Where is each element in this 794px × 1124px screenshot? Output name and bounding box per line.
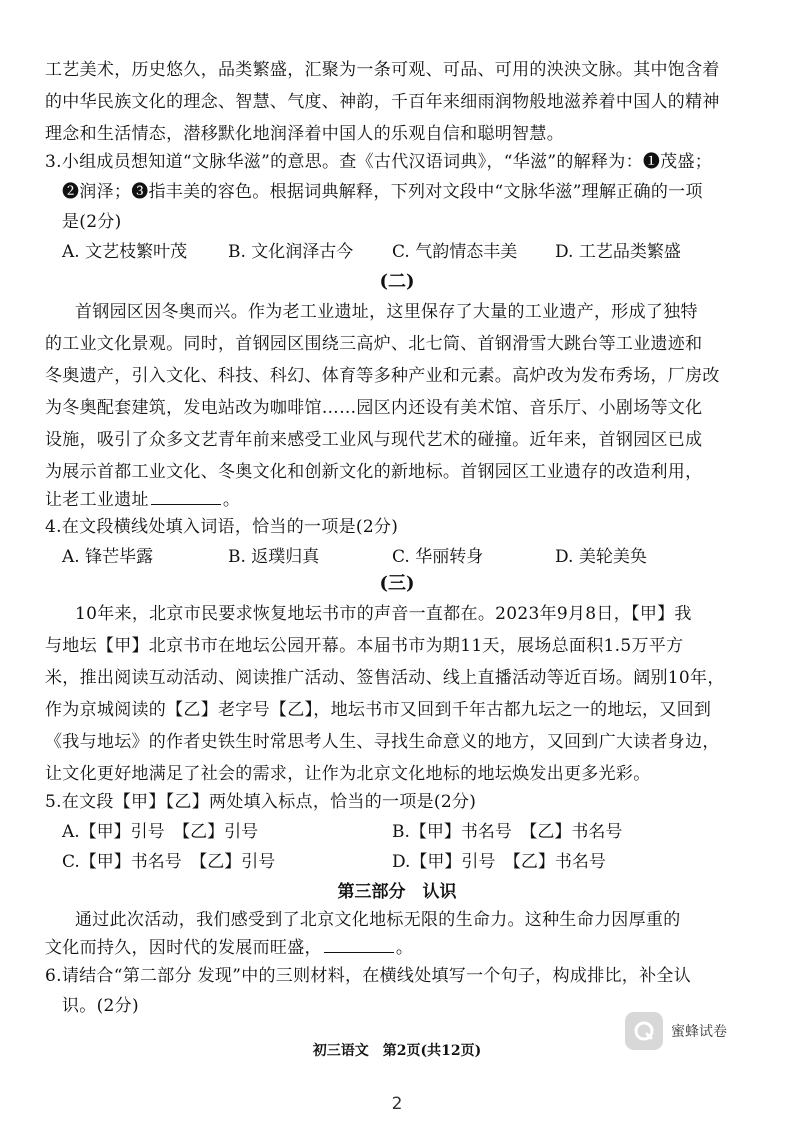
part-3-title: 第三部分 认识	[337, 882, 457, 902]
passage1-line: 的中华民族文化的理念、智慧、气度、神韵，千百年来细雨润物般地滋养着中国人的精神	[45, 92, 720, 112]
q3-option-b: B. 文化润泽古今	[228, 242, 354, 262]
q4-option-b: B. 返璞归真	[228, 547, 320, 567]
passage2-last-line: 让老工业遗址 。	[45, 486, 754, 512]
q5-option-b: B.【甲】书名号 【乙】书名号	[392, 822, 623, 842]
question-4: 4.在文段横线处填入词语，恰当的一项是(2分)	[45, 517, 399, 537]
passage2-line: 首钢园区因冬奥而兴。作为老工业遗址，这里保存了大量的工业遗产，形成了独特	[75, 302, 698, 322]
q3-option-a: A. 文艺枝繁叶茂	[62, 242, 188, 262]
fill-blank-q6[interactable]	[324, 934, 394, 953]
passage2-line: 为冬奥配套建筑，发电站改为咖啡馆……园区内还设有美术馆、音乐厅、小剧场等文化	[45, 398, 703, 418]
page-number: 2	[391, 1094, 403, 1114]
q4-option-c: C. 华丽转身	[392, 547, 484, 567]
q5-option-a: A.【甲】引号 【乙】引号	[62, 822, 259, 842]
question-5: 5.在文段【甲】【乙】两处填入标点，恰当的一项是(2分)	[45, 792, 477, 812]
passage3-line: 作为京城阅读的【乙】老字号【乙】，地坛书市又回到千年古都九坛之一的地坛，又回到	[45, 700, 712, 720]
fill-blank-q4[interactable]	[151, 486, 221, 505]
passage2-line: 为展示首都工业文化、冬奥文化和创新文化的新地标。首钢园区工业遗存的改造利用，	[45, 462, 703, 482]
passage3-line: 米，推出阅读互动活动、阅读推广活动、签售活动、线上直播活动等近百场。阔别10年，	[45, 668, 725, 688]
logo-text: 蜜蜂试卷	[671, 1024, 727, 1040]
q4-option-d: D. 美轮美奂	[555, 547, 647, 567]
passage2-line: 设施，吸引了众多文艺青年前来感受工业风与现代艺术的碰撞。近年来，首钢园区已成	[45, 430, 703, 450]
section-3-title: (三)	[379, 573, 415, 594]
section-2-title: (二)	[379, 271, 415, 292]
question-3: 是(2分)	[62, 212, 122, 232]
passage3-line: 10年来，北京市民要求恢复地坛书市的声音一直都在。2023年9月8日，【甲】我	[75, 604, 692, 624]
passage2-line: 的工业文化景观。同时，首钢园区围绕三高炉、北七筒、首钢滑雪大跳台等工业遗迹和	[45, 334, 703, 354]
q5-option-c: C.【甲】书名号 【乙】引号	[62, 852, 276, 872]
q5-option-d: D.【甲】引号 【乙】书名号	[392, 852, 606, 872]
q4-option-a: A. 锋芒毕露	[62, 547, 154, 567]
passage4-line: 通过此次活动，我们感受到了北京文化地标无限的生命力。这种生命力因厚重的	[75, 910, 681, 930]
passage4-line2: 文化而持久，因时代的发展而旺盛， 。	[45, 934, 754, 960]
passage1-line: 理念和生活情态，潜移默化地润泽着中国人的乐观自信和聪明智慧。	[45, 124, 564, 144]
passage3-line: 与地坛【甲】北京书市在地坛公园开幕。本届书市为期11天，展场总面积1.5万平方	[45, 636, 684, 656]
question-6: 6.请结合“第二部分 发现”中的三则材料，在横线处填写一个句子，构成排比，补全认	[45, 966, 692, 986]
passage3-line: 让文化更好地满足了社会的需求，让作为北京文化地标的地坛焕发出更多光彩。	[45, 764, 651, 784]
passage3-line: 《我与地坛》的作者史铁生时常思考人生、寻找生命意义的地方，又回到广大读者身边，	[45, 732, 720, 752]
question-6: 识。(2分)	[62, 996, 139, 1016]
question-3: ❷润泽；❸指丰美的容色。根据词典解释，下列对文段中“文脉华滋”理解正确的一项	[62, 182, 703, 202]
q3-option-c: C. 气韵情态丰美	[392, 242, 518, 262]
question-3: 3.小组成员想知道“文脉华滋”的意思。查《古代汉语词典》，“华滋”的解释为：❶茂盛；	[45, 152, 713, 172]
q3-option-d: D. 工艺品类繁盛	[555, 242, 681, 262]
passage1-line: 工艺美术，历史悠久，品类繁盛，汇聚为一条可观、可品、可用的泱泱文脉。其中饱含着	[45, 60, 720, 80]
passage2-line: 冬奥遗产，引入文化、科技、科幻、体育等多种产业和元素。高炉改为发布秀场，厂房改	[45, 366, 720, 386]
page-footer: 初三语文 第2页(共12页)	[312, 1043, 482, 1059]
